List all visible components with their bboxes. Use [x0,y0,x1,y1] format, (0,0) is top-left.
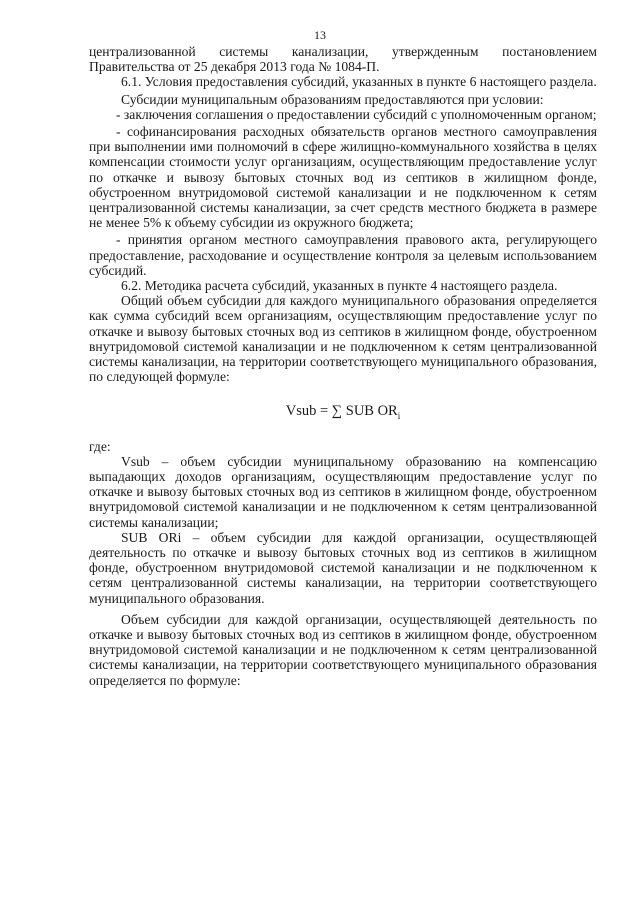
condition-item-agreement: - заключения соглашения о предоставлении субсидий с уполномоченным органом; [116,106,597,122]
page-number: 13 [314,28,326,42]
total-volume-paragraph: Общий объем субсидии для каждого муниципального образования определяется как сумма субсидий всем организациям, осуществляющим предоставление услуг по откачке и вывозу бытовых сточных вод из септиков в жилищном фонде, обустроенном внутридомовой системой канализации и не подключенном к сетям централизованной системы канализации, на территории соответствующего муниципального образования, по следующей формуле: [89,293,597,385]
document-body [89,44,597,688]
formula-vsub [89,404,597,424]
condition-item-legal-act: - принятия органом местного самоуправления правового акта, регулирующего предоставление, расходование и осуществление контроля за целевым использованием субсидий. [89,232,597,278]
closing-paragraph: Объем субсидии для каждой организации, осуществляющей деятельность по откачке и вывозу бытовых сточных вод из септиков в жилищном фонде, обустроенном внутридомовой системой канализации и не подключенном к сетям централизованной системы канализации, на территории соответствующего муниципального образования определяется по формуле: [89,611,597,688]
section-6-1-heading: 6.1. Условия предоставления субсидий, указанных в пункте 6 настоящего раздела. [121,74,597,90]
paragraph-continuation: централизованной системы канализации, утвержденным постановлением Правительства от 25 декабря 2013 года № 1084-П. [89,44,597,75]
where-label: где: [89,438,111,454]
conditions-intro: Субсидии муниципальным образованиям предоставляются при условии: [121,91,544,107]
formula-subscript: i [397,411,401,422]
condition-item-cofinancing: - софинансирования расходных обязательств органов местного самоуправления при выполнении ими полномочий в сфере жилищно-коммунального хозяйства в целях компенсации стоимости услуг организациям, осуществляющим предоставление услуг по откачке и вывозу бытовых сточных вод из септиков в жилищном фонде, обустроенном внутридомовой системой канализации и не подключенном к сетям централизованной системы канализации, за счет средств местного бюджета в размере не менее 5% к объему субсидии из окружного бюджета; [89,124,597,231]
definition-vsub: Vsub – объем субсидии муниципальному образованию на компенсацию выпадающих доходов организациям, осуществляющим предоставление услуг по откачке и вывозу бытовых сточных вод из септиков в жилищном фонде, обустроенном внутридомовой системой канализации и не подключенном к сетям централизованной системы канализации; [89,453,597,530]
section-6-2-heading: 6.2. Методика расчета субсидий, указанных в пункте 4 настоящего раздела. [121,278,558,294]
definition-sub-ori: SUB ORi – объем субсидии для каждой организации, осуществляющей деятельность по откачке и вывозу бытовых сточных вод из септиков в жилищном фонде, обустроенном внутридомовой системой канализации и не подключенном к сетям централизованной системы канализации, на территории соответствующего муниципального образования. [89,529,597,606]
formula-main: Vsub = ∑ SUB OR [285,403,398,420]
